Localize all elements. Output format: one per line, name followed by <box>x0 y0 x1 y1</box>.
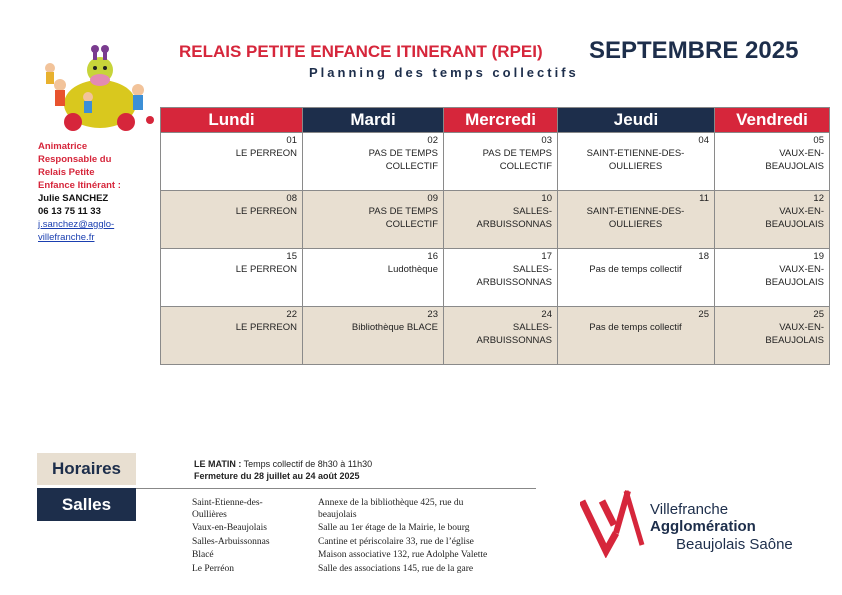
salle-name: Vaux-en-Beaujolais <box>192 523 267 533</box>
activity-text: COLLECTIF <box>385 219 438 230</box>
activity-text: SALLES- <box>512 264 552 275</box>
day-cell <box>161 249 303 307</box>
salle-address: Maison associative 132, rue Adolphe Valette <box>318 550 488 560</box>
activity-text: PAS DE TEMPS <box>368 206 438 217</box>
day-number: 25 <box>813 309 824 320</box>
activity-text: Bibliothèque BLACE <box>351 322 438 333</box>
logo-text: Beaujolais Saône <box>676 536 793 553</box>
day-cell <box>715 249 830 307</box>
planning-calendar <box>160 107 830 365</box>
contact-phone: 06 13 75 11 33 <box>38 206 101 217</box>
day-cell <box>444 307 558 365</box>
day-cell <box>558 249 715 307</box>
salle-name: Le Perréon <box>192 564 234 574</box>
salles-label: Salles <box>37 488 136 521</box>
agglomeration-logo-icon <box>580 483 650 558</box>
day-header-lundi: Lundi <box>161 108 303 133</box>
day-cell <box>715 307 830 365</box>
activity-text: ARBUISSONNAS <box>476 277 552 288</box>
activity-text: BEAUJOLAIS <box>765 277 824 288</box>
day-number: 19 <box>813 251 824 262</box>
day-cell <box>303 191 444 249</box>
activity-text: PAS DE TEMPS <box>482 148 552 159</box>
horaires-label: Horaires <box>37 453 136 485</box>
contact-email-link[interactable]: j.sanchez@agglo- <box>38 219 115 230</box>
day-number: 01 <box>286 135 297 146</box>
activity-text: PAS DE TEMPS <box>368 148 438 159</box>
week-row <box>161 191 830 249</box>
activity-text: SALLES- <box>512 206 552 217</box>
contact-block <box>38 140 148 244</box>
day-cell <box>444 191 558 249</box>
day-number: 23 <box>427 309 438 320</box>
activity-text: Ludothèque <box>387 264 438 275</box>
page-subtitle: Planning des temps collectifs <box>309 65 579 80</box>
day-number: 22 <box>286 309 297 320</box>
calendar-header-row <box>161 108 830 133</box>
activity-text: Pas de temps collectif <box>589 322 682 333</box>
activity-text: VAUX-EN- <box>779 206 824 217</box>
salle-address-line: Annexe de la bibliothèque 425, rue du <box>318 498 464 508</box>
week-row <box>161 133 830 191</box>
salle-address <box>318 497 533 521</box>
day-cell <box>444 249 558 307</box>
day-number: 08 <box>286 193 297 204</box>
activity-text: ARBUISSONNAS <box>476 219 552 230</box>
day-number: 15 <box>286 251 297 262</box>
contact-role: Enfance Itinérant : <box>38 180 121 191</box>
matin-label: LE MATIN : <box>194 459 242 469</box>
week-row <box>161 249 830 307</box>
day-cell <box>303 249 444 307</box>
day-number: 04 <box>698 135 709 146</box>
activity-text: COLLECTIF <box>385 161 438 172</box>
salle-address: Salle au 1er étage de la Mairie, le bourg <box>318 523 470 533</box>
day-cell <box>303 307 444 365</box>
activity-text: BEAUJOLAIS <box>765 335 824 346</box>
villefranche-logo <box>580 483 830 558</box>
day-cell <box>715 191 830 249</box>
activity-text: SAINT-ETIENNE-DES- <box>586 206 685 217</box>
salle-name-line: Oullières <box>192 510 227 520</box>
matin-info <box>194 458 372 471</box>
activity-text: BEAUJOLAIS <box>765 161 824 172</box>
activity-text: SALLES- <box>512 322 552 333</box>
day-cell <box>444 133 558 191</box>
day-number: 18 <box>698 251 709 262</box>
day-number: 24 <box>541 309 552 320</box>
mascot-icon <box>38 40 158 135</box>
day-number: 25 <box>698 309 709 320</box>
activity-text: Pas de temps collectif <box>589 264 682 275</box>
day-number: 09 <box>427 193 438 204</box>
day-number: 05 <box>813 135 824 146</box>
fermeture-info: Fermeture du 28 juillet au 24 août 2025 <box>194 471 360 481</box>
activity-text: ARBUISSONNAS <box>476 335 552 346</box>
month-title: SEPTEMBRE 2025 <box>589 37 799 64</box>
salle-name: Salles-Arbuissonnas <box>192 537 270 547</box>
activity-text: OULLIERES <box>608 161 663 172</box>
day-cell <box>558 133 715 191</box>
activity-text: BEAUJOLAIS <box>765 219 824 230</box>
matin-text: Temps collectif de 8h30 à 11h30 <box>243 459 373 469</box>
day-number: 11 <box>699 193 709 204</box>
day-header-mercredi: Mercredi <box>444 108 558 133</box>
activity-text: LE PERREON <box>235 148 297 159</box>
activity-text: LE PERREON <box>235 206 297 217</box>
day-number: 16 <box>427 251 438 262</box>
activity-text: SAINT-ETIENNE-DES- <box>586 148 685 159</box>
day-cell <box>161 133 303 191</box>
activity-text: VAUX-EN- <box>779 148 824 159</box>
day-cell <box>715 133 830 191</box>
activity-text: VAUX-EN- <box>779 322 824 333</box>
day-number: 02 <box>427 135 438 146</box>
contact-name: Julie SANCHEZ <box>38 193 109 204</box>
divider <box>136 488 536 489</box>
day-cell <box>161 307 303 365</box>
day-number: 17 <box>541 251 552 262</box>
day-header-vendredi: Vendredi <box>715 108 830 133</box>
logo-text: Agglomération <box>650 518 756 535</box>
day-number: 12 <box>813 193 824 204</box>
day-cell <box>558 191 715 249</box>
day-cell <box>303 133 444 191</box>
contact-email-link[interactable]: villefranche.fr <box>38 232 95 243</box>
salle-name-line: Saint-Etienne-des- <box>192 498 263 508</box>
salle-address: Salle des associations 145, rue de la gare <box>318 564 474 574</box>
activity-text: LE PERREON <box>235 322 297 333</box>
activity-text: VAUX-EN- <box>779 264 824 275</box>
salle-address-line: beaujolais <box>318 510 357 520</box>
day-header-jeudi: Jeudi <box>558 108 715 133</box>
contact-role: Relais Petite <box>38 167 95 178</box>
day-number: 03 <box>541 135 552 146</box>
day-cell <box>558 307 715 365</box>
salle-name <box>192 497 307 521</box>
day-cell <box>161 191 303 249</box>
page-title: RELAIS PETITE ENFANCE ITINERANT (RPEI) <box>179 42 543 61</box>
day-number: 10 <box>541 193 552 204</box>
day-header-mardi: Mardi <box>303 108 444 133</box>
salle-address: Cantine et périscolaire 33, rue de l’église <box>318 537 474 547</box>
mascot-illustration <box>38 40 158 135</box>
salle-name: Blacé <box>192 550 214 560</box>
logo-text: Villefranche <box>650 501 729 518</box>
contact-role: Animatrice <box>38 141 88 152</box>
week-row <box>161 307 830 365</box>
activity-text: LE PERREON <box>235 264 297 275</box>
contact-role: Responsable du <box>38 154 112 165</box>
activity-text: OULLIERES <box>608 219 663 230</box>
activity-text: COLLECTIF <box>499 161 552 172</box>
